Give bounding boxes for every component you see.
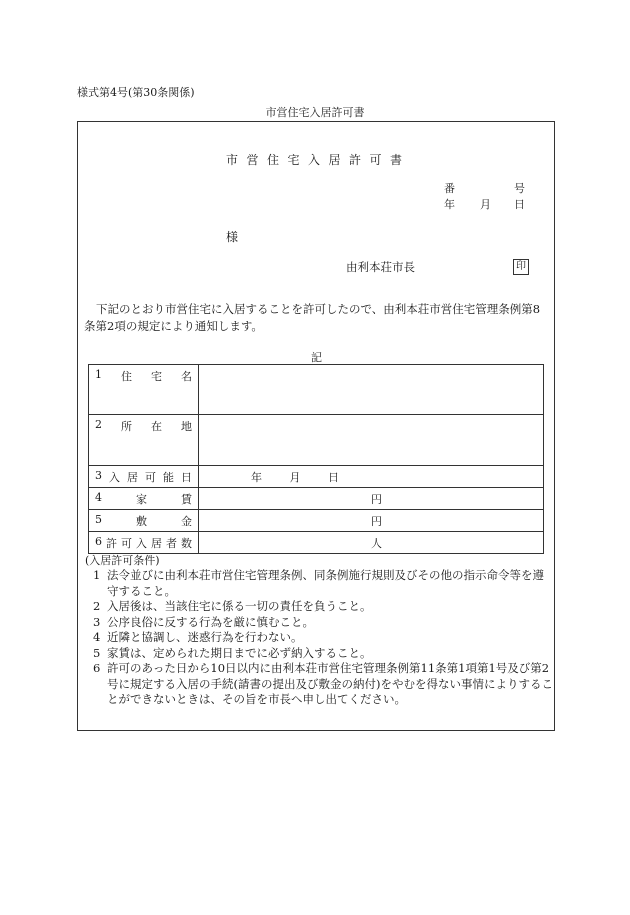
table-row	[89, 466, 544, 488]
condition-item: 5 家賃は、定められた期日までに必ず納入すること。	[93, 645, 372, 660]
reference-go: 号	[514, 182, 525, 195]
date-month: 月	[480, 198, 491, 211]
header-title: 市営住宅入居許可書	[265, 106, 365, 119]
condition-item: 6 許可のあった日から10日以内に由利本荘市営住宅管理条例第11条第1項第1号及び第2号に規定する入居の手続(請書の提出及び敷金の納付)をやむを得ない事情によりすることができないときは、その旨を市長へ申し出てください。	[93, 661, 553, 706]
rent-unit: 円	[371, 492, 382, 506]
move-in-date-value[interactable]	[199, 466, 544, 488]
move-in-year: 年	[251, 470, 262, 484]
seal-mark: 印	[513, 259, 529, 275]
notice-body: 下記のとおり市営住宅に入居することを許可したので、由利本荘市営住宅管理条例第8条第2項の規定により通知します。	[84, 302, 541, 333]
row-label-location: 2 所 在 地	[89, 415, 199, 466]
document-title: 市営住宅入居許可書	[226, 153, 411, 167]
ki-label: 記	[311, 351, 322, 364]
conditions-title: (入居許可条件)	[85, 554, 160, 567]
conditions-list	[84, 568, 554, 708]
date-year: 年	[444, 198, 455, 211]
row-label-rent: 4 家 賃	[89, 488, 199, 510]
row-label-occupants: 6 許 可 入 居 者 数	[89, 532, 199, 554]
occupants-value[interactable]	[199, 532, 544, 554]
date-day: 日	[514, 198, 525, 211]
table-row	[89, 488, 544, 510]
move-in-month: 月	[289, 470, 301, 484]
rent-value[interactable]	[199, 488, 544, 510]
recipient-suffix: 様	[226, 230, 239, 244]
table-row	[89, 365, 544, 415]
condition-item: 4 近隣と協調し、迷惑行為を行わない。	[93, 630, 303, 644]
deposit-unit: 円	[371, 514, 382, 528]
housing-name-value[interactable]	[199, 365, 544, 415]
row-label-move-in-date: 3 入 居 可 能 日	[89, 466, 199, 488]
form-number: 様式第4号(第30条関係)	[77, 86, 195, 99]
occupants-unit: 人	[371, 536, 382, 550]
deposit-value[interactable]	[199, 510, 544, 532]
condition-item: 3 公序良俗に反する行為を厳に慎むこと。	[93, 614, 314, 629]
issuer-name: 由利本荘市長	[346, 260, 415, 274]
details-table	[88, 364, 544, 554]
condition-item: 1 法令並びに由利本荘市営住宅管理条例、同条例施行規則及びその他の指示命令等を遵守すること。	[93, 568, 544, 598]
condition-item: 2 入居後は、当該住宅に係る一切の責任を負うこと。	[93, 599, 372, 613]
row-label-deposit: 5 敷 金	[89, 510, 199, 532]
row-label-housing-name: 1 住 宅 名	[89, 365, 199, 415]
move-in-day: 日	[328, 470, 339, 484]
location-value[interactable]	[199, 415, 544, 466]
reference-ban: 番	[444, 182, 455, 195]
table-row	[89, 532, 544, 554]
table-row	[89, 415, 544, 466]
table-row	[89, 510, 544, 532]
